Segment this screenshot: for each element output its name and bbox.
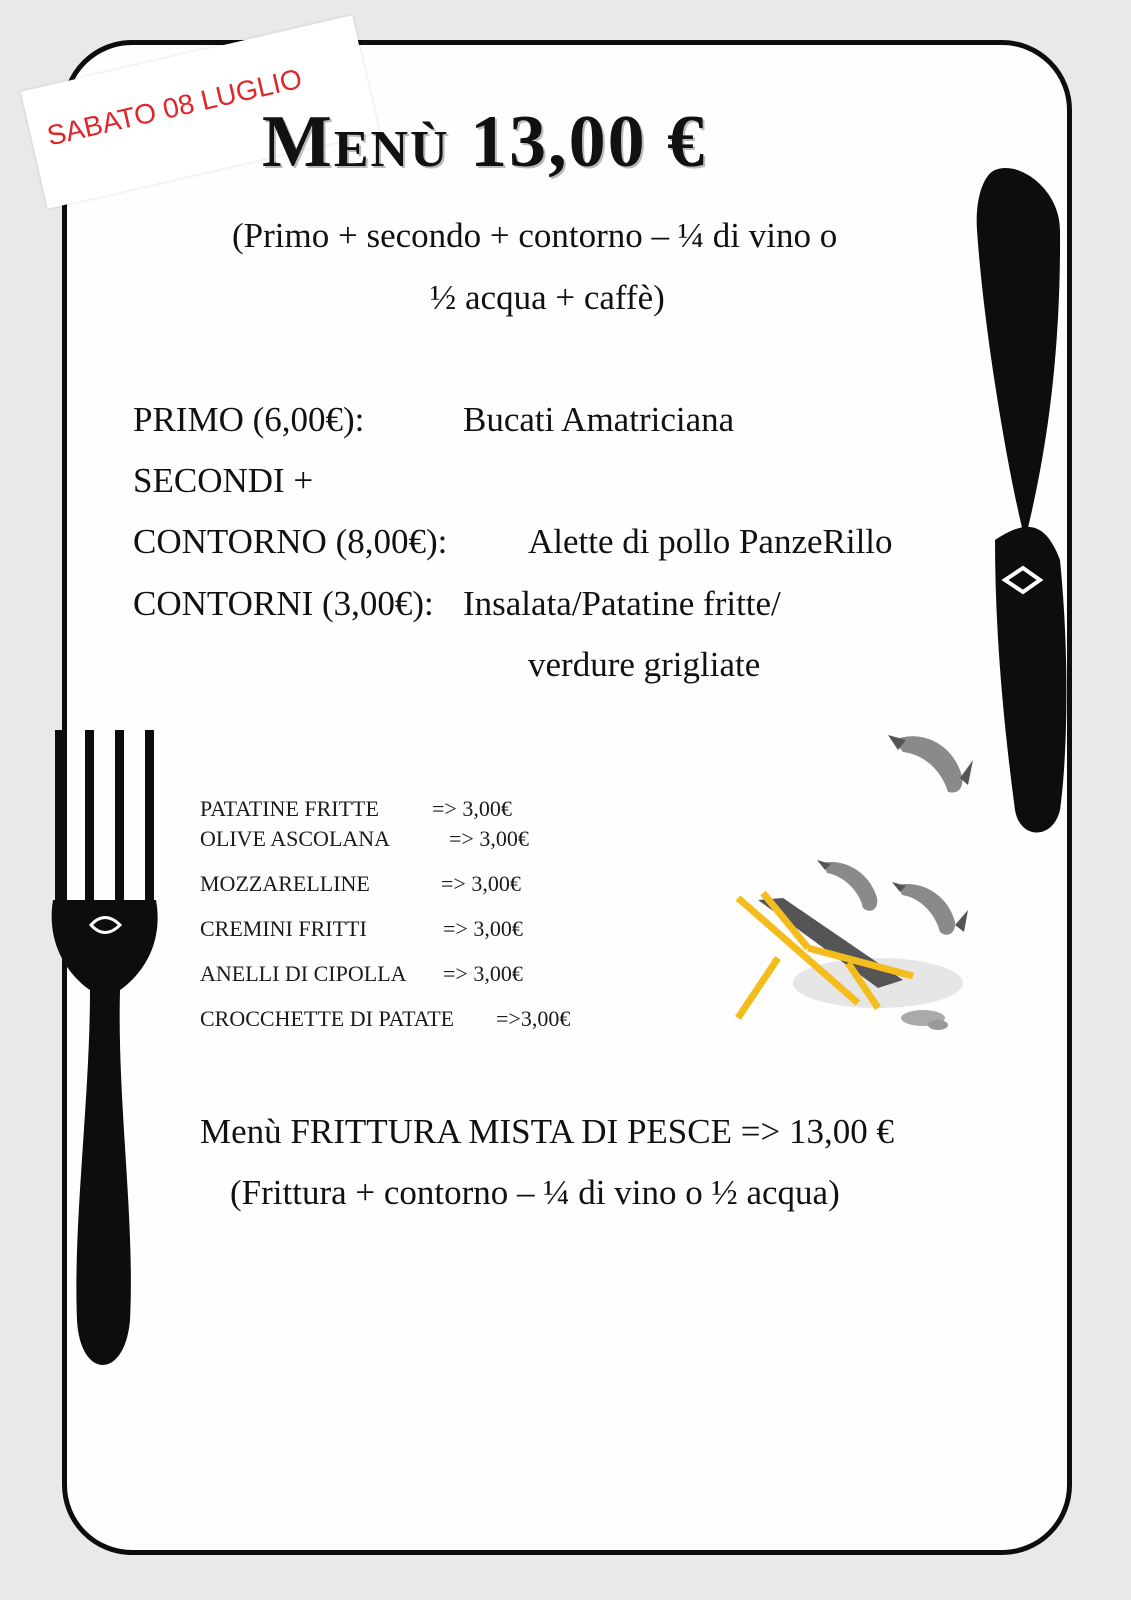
subtitle-line-1: (Primo + secondo + contorno – ¼ di vino o [232,216,838,255]
fish-menu-details: (Frittura + contorno – ¼ di vino o ½ acqua) [230,1173,840,1212]
extra-item-name: PATATINE FRITTE [200,796,379,821]
extra-item-price: => 3,00€ [449,826,529,851]
course-label: CONTORNI (3,00€): [133,584,434,623]
extra-item-price: =>3,00€ [496,1006,571,1031]
fork-icon [25,720,185,1400]
extra-item-name: OLIVE ASCOLANA [200,826,391,851]
extra-item-price: => 3,00€ [443,961,523,986]
knife-icon [965,160,1085,850]
extra-item-price: => 3,00€ [432,796,512,821]
subtitle-line-2: ½ acqua + caffè) [430,278,665,317]
course-value: Bucati Amatriciana [463,400,735,439]
fish-icon [888,730,983,805]
extra-item-name: MOZZARELLINE [200,871,370,896]
page-title: Menù 13,00 € [262,101,707,183]
extra-item-price: => 3,00€ [441,871,521,896]
course-label: CONTORNO (8,00€): [133,522,448,561]
course-label: PRIMO (6,00€): [133,400,365,439]
date-badge-text: SABATO 08 LUGLIO [44,62,305,152]
course-value: Insalata/Patatine fritte/ [463,584,781,623]
fish-menu-title: Menù FRITTURA MISTA DI PESCE => 13,00 € [200,1112,894,1151]
extra-item-price: => 3,00€ [443,916,523,941]
course-value: Alette di pollo PanzeRillo [528,522,893,561]
course-label: SECONDI + [133,461,314,500]
extra-item-name: ANELLI DI CIPOLLA [200,961,407,986]
course-value: verdure grigliate [528,645,761,684]
deck-chair-icon [728,888,978,1033]
extra-item-name: CREMINI FRITTI [200,916,367,941]
extra-item-name: CROCCHETTE DI PATATE [200,1006,455,1031]
